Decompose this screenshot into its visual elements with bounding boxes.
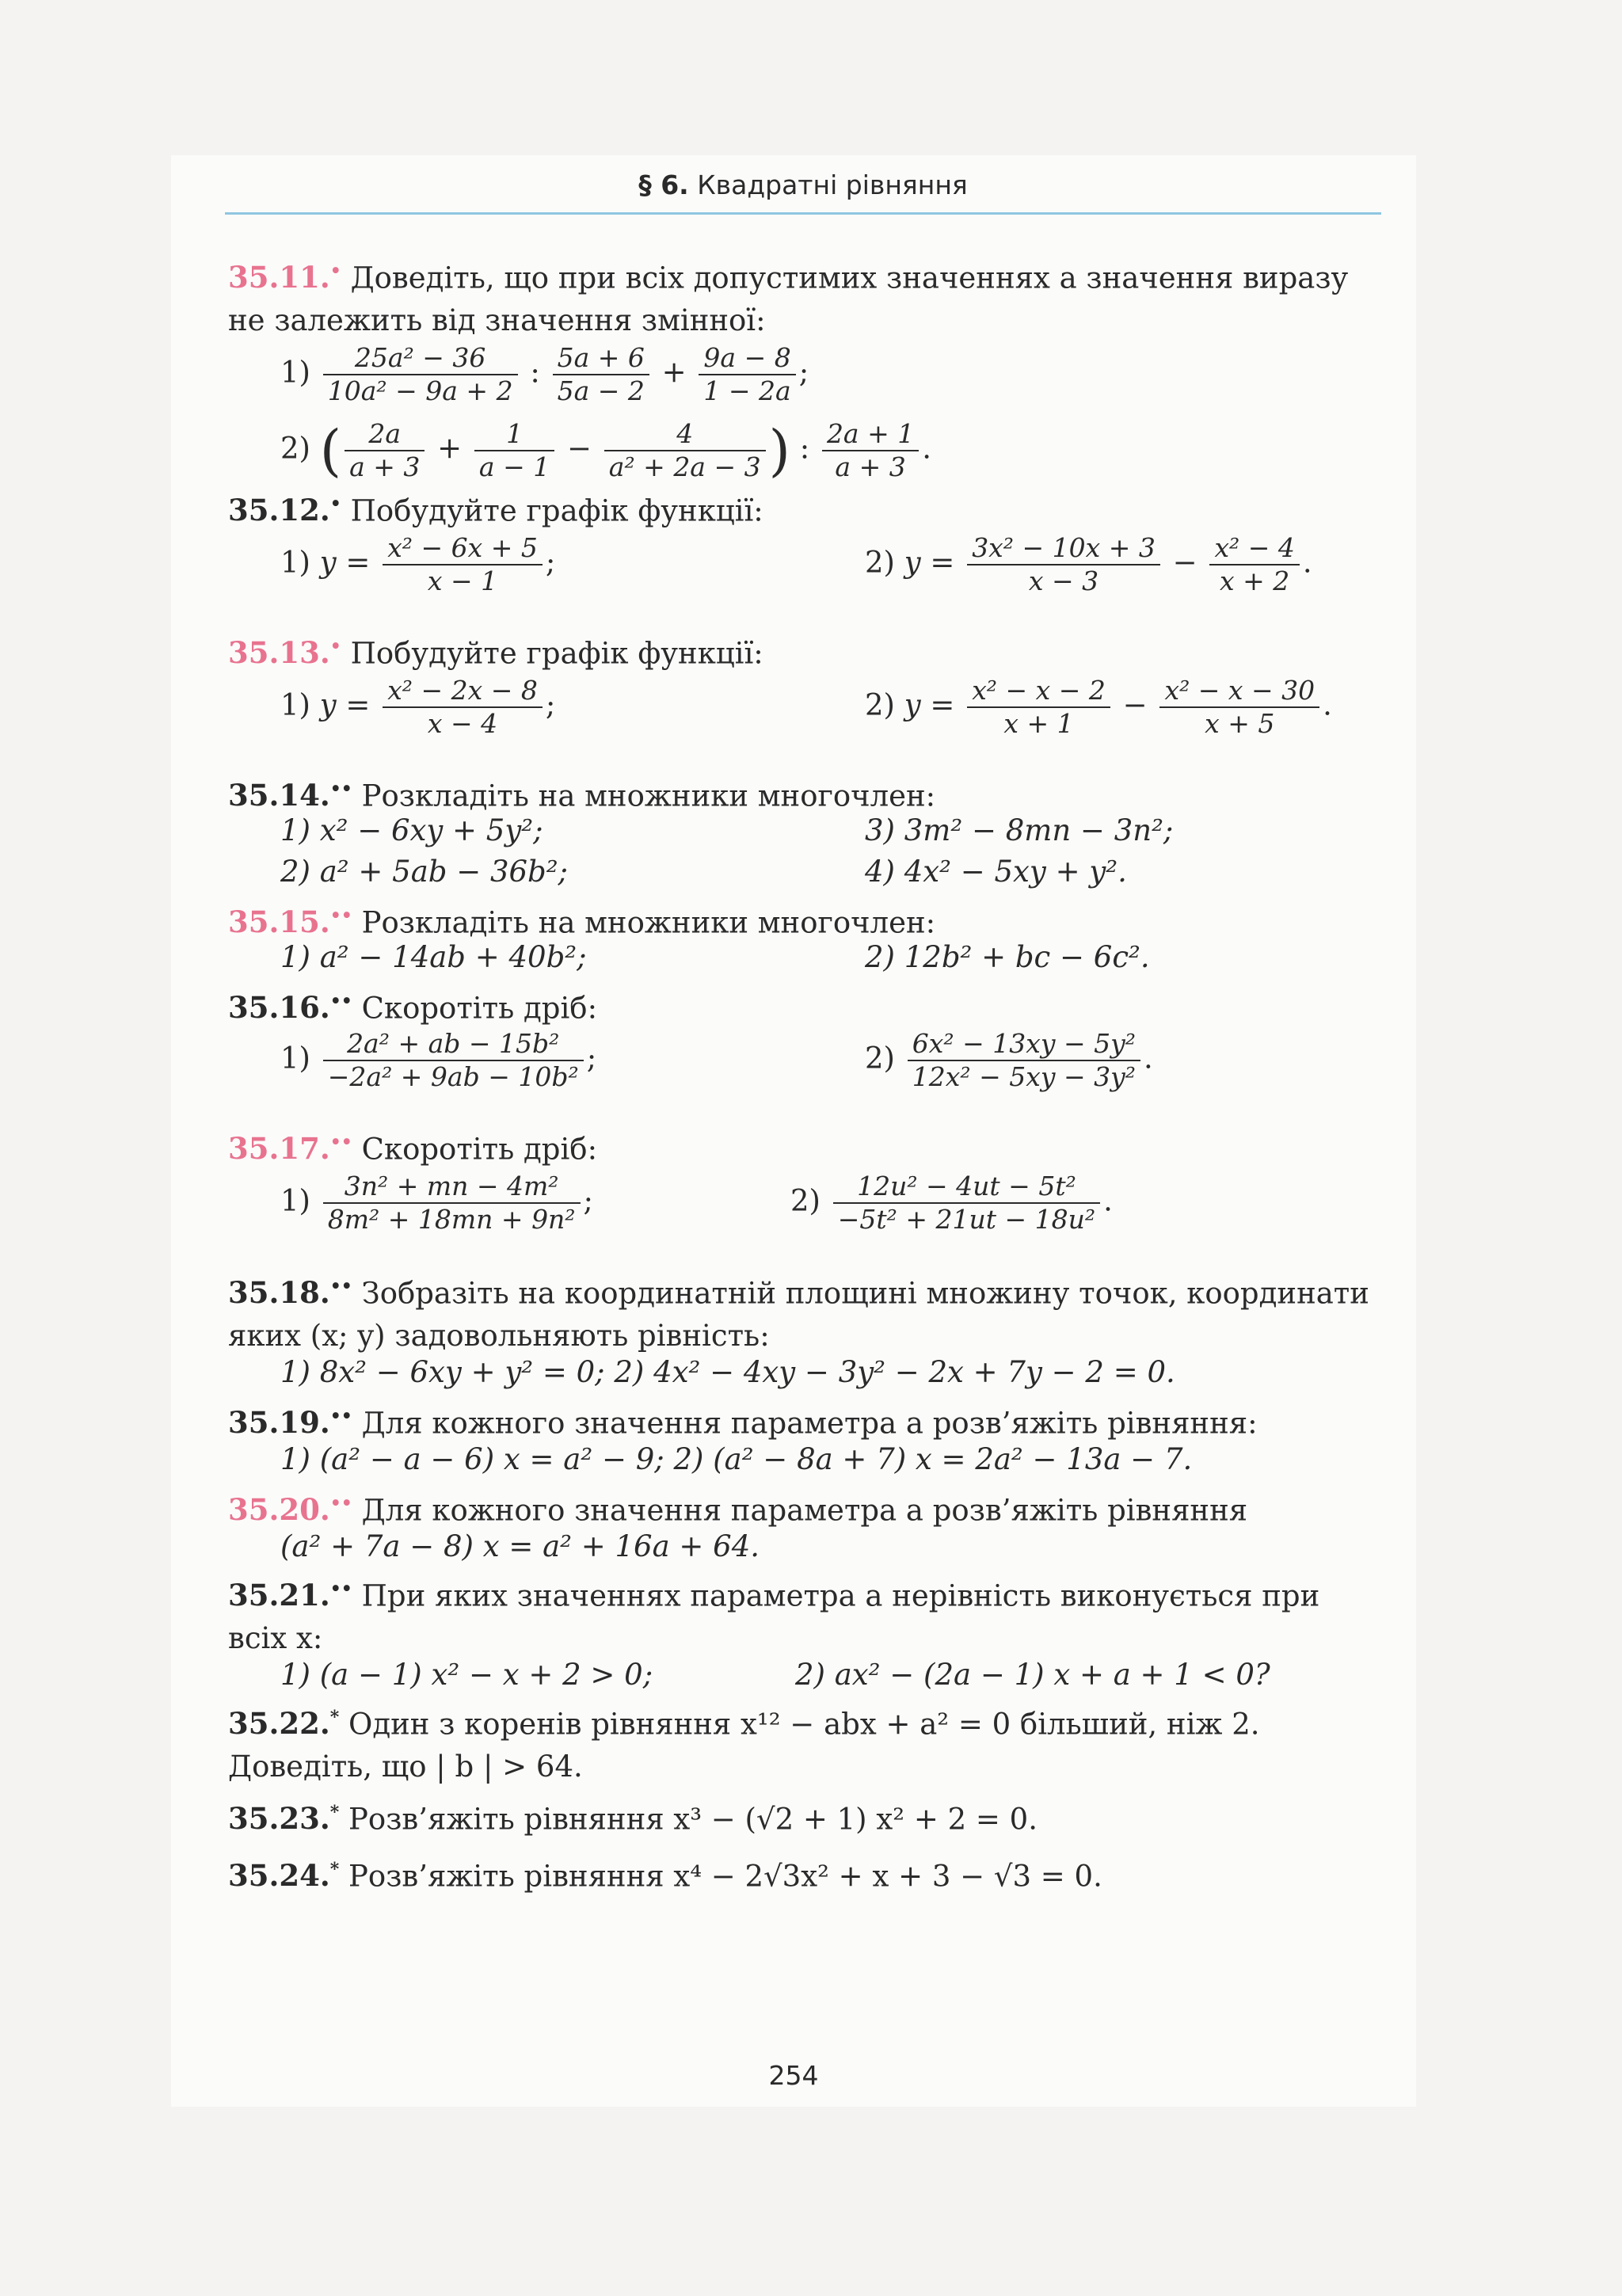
problem-number: 35.24.* [228, 1858, 340, 1894]
problem-35-15-item-2: 2) 12b² + bc − 6c². [865, 940, 1150, 974]
section-number: § 6. [638, 169, 689, 200]
problem-number: 35.12.• [228, 493, 341, 528]
problem-35-14-item-3: 3) 3m² − 8mn − 3n²; [865, 813, 1174, 847]
problem-35-14-item-1: 1) x² − 6xy + 5y²; [280, 813, 543, 847]
problem-35-11 [228, 250, 1381, 342]
problem-35-23: 35.23.* Розв’яжіть рівняння x³ − (√2 + 1) x² + 2 = 0. [228, 1801, 1038, 1837]
problem-number: 35.19.•• [228, 1405, 352, 1441]
problem-text: Доведіть, що при всіх допустимих значеннях a значення виразу не залежить від значення змінної: [228, 261, 1349, 338]
page-number: 254 [768, 2060, 819, 2091]
section-title: Квадратні рівняння [697, 169, 968, 200]
problem-35-12: 35.12.• Побудуйте графік функції: [228, 493, 763, 528]
problem-number: 35.11.• [228, 260, 341, 295]
problem-number: 35.20.•• [228, 1492, 352, 1528]
problem-35-14-item-4: 4) 4x² − 5xy + y². [865, 855, 1127, 889]
problem-35-16: 35.16.•• Скоротіть дріб: [228, 990, 598, 1026]
problem-35-16-item-1: 1) $\frac{\text{2a² + ab − 15b²}}{\text{−2a² + 9ab − 10b²}}$ ; [280, 1028, 597, 1092]
header-rule [225, 212, 1381, 215]
problem-35-18: 35.18.•• Зобразіть на координатній площині множину точок, координати яких (x; y) задовольняють рівність: [228, 1275, 1369, 1354]
page-header [225, 169, 1381, 200]
problem-35-19-items: 1) (a² − a − 6) x = a² − 9; 2) (a² − 8a + 7) x = 2a² − 13a − 7. [280, 1442, 1193, 1476]
problem-35-15-item-1: 1) a² − 14ab + 40b²; [280, 940, 587, 974]
problem-35-21: 35.21.•• При яких значеннях параметра a нерівність виконується при всіх x: [228, 1578, 1320, 1656]
problem-number: 35.21.•• [228, 1578, 352, 1613]
problem-35-11-item-2: 2) ( $\frac{2a}{a + 3}$ + $\frac{1}{a - 1}$ − $\frac{4}{\text{a² + 2a − 3}}$ ) : $\frac{2a + 1}{a + 3}$ . [280, 418, 931, 483]
problem-35-17-item-2: 2) $\frac{\text{12u² − 4ut − 5t²}}{\text{−5t² + 21ut − 18u²}}$ . [790, 1171, 1113, 1235]
problem-35-16-item-2: 2) $\frac{\text{6x² − 13xy − 5y²}}{\text{12x² − 5xy − 3y²}}$ . [865, 1028, 1153, 1092]
problem-35-12-item-1: 1) y = $\frac{\text{x² − 6x + 5}}{x - 1}$ ; [280, 532, 556, 596]
problem-number: 35.16.•• [228, 990, 352, 1026]
problem-35-15: 35.15.•• Розкладіть на множники многочлен: [228, 904, 936, 940]
problem-35-17: 35.17.•• Скоротіть дріб: [228, 1131, 598, 1167]
problem-35-14-item-2: 2) a² + 5ab − 36b²; [280, 855, 569, 889]
problem-number: 35.13.• [228, 635, 341, 671]
textbook-page [171, 155, 1416, 2107]
problem-35-17-item-1: 1) $\frac{\text{3n² + mn − 4m²}}{\text{8m² + 18mn + 9n²}}$ ; [280, 1171, 594, 1235]
problem-35-19: 35.19.•• Для кожного значення параметра a розв’яжіть рівняння: [228, 1405, 1258, 1441]
problem-number: 35.14.•• [228, 778, 352, 813]
problem-35-11-item-1: 1) $\frac{\text{25a² − 36}}{\text{10a² − 9a + 2}}$ : $\frac{5a + 6}{5a - 2}$ + $\frac{9a - 8}{1 - 2a}$ ; [280, 342, 809, 406]
problem-35-20: 35.20.•• Для кожного значення параметра a розв’яжіть рівняння [228, 1492, 1248, 1528]
problem-35-13-item-2: 2) y = $\frac{\text{x² − x − 2}}{x + 1}$ − $\frac{\text{x² − x − 30}}{x + 5}$ . [865, 675, 1332, 739]
problem-35-13-item-1: 1) y = $\frac{\text{x² − 2x − 8}}{x - 4}$ ; [280, 675, 556, 739]
problem-35-22: 35.22.* Один з коренів рівняння x¹² − abx + a² = 0 більший, ніж 2. Доведіть, що | b | > 64. [228, 1706, 1260, 1784]
problem-35-24: 35.24.* Розв’яжіть рівняння x⁴ − 2√3x² + x + 3 − √3 = 0. [228, 1858, 1102, 1894]
problem-35-18-items: 1) 8x² − 6xy + y² = 0; 2) 4x² − 4xy − 3y² − 2x + 7y − 2 = 0. [280, 1355, 1175, 1389]
problem-35-21-item-2: 2) ax² − (2a − 1) x + a + 1 < 0? [795, 1658, 1270, 1692]
problem-35-12-item-2: 2) y = $\frac{\text{3x² − 10x + 3}}{x - 3}$ − $\frac{\text{x² − 4}}{x + 2}$ . [865, 532, 1312, 596]
problem-number: 35.18.•• [228, 1275, 352, 1311]
problem-number: 35.15.•• [228, 904, 352, 940]
problem-number: 35.22.* [228, 1706, 340, 1742]
problem-35-21-item-1: 1) (a − 1) x² − x + 2 > 0; [280, 1658, 653, 1692]
problem-number: 35.17.•• [228, 1131, 352, 1167]
problem-35-20-equation: (a² + 7a − 8) x = a² + 16a + 64. [280, 1529, 760, 1563]
problem-number: 35.23.* [228, 1801, 340, 1837]
problem-35-13: 35.13.• Побудуйте графік функції: [228, 635, 763, 671]
problem-35-14: 35.14.•• Розкладіть на множники многочлен: [228, 778, 936, 813]
